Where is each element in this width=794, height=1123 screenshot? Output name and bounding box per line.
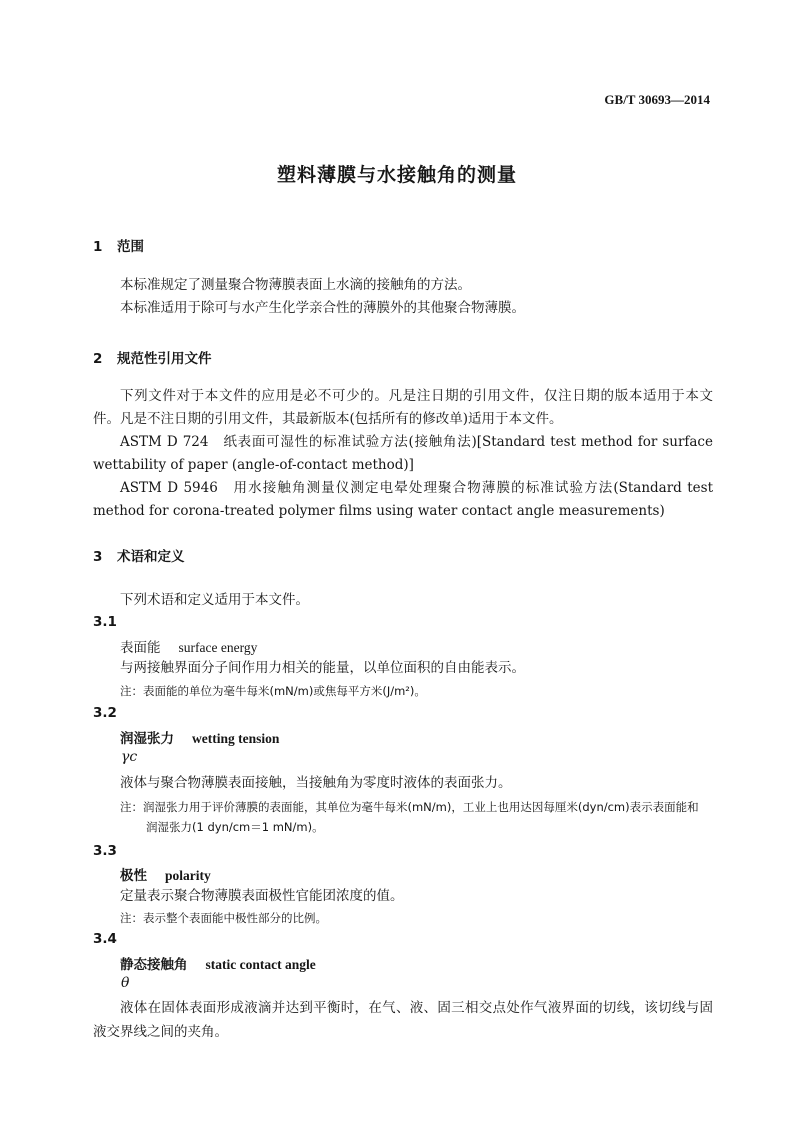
document-title: 塑料薄膜与水接触角的测量 (276, 164, 517, 186)
term-note: 注：表示整个表面能中极性部分的比例。 (120, 911, 327, 925)
term-definition: 液体与聚合物薄膜表面接触，当接触角为零度时液体的表面张力。 (120, 775, 512, 791)
clause-number: 3.2 (93, 705, 117, 721)
section-title: 范围 (117, 239, 144, 255)
term-note: 注：表面能的单位为毫牛每米(mN/m)或焦每平方米(J/m²)。 (120, 684, 426, 698)
clause-number: 3.1 (93, 614, 117, 630)
term-zh: 静态接触角 (120, 957, 188, 973)
term-zh: 表面能 (120, 640, 161, 656)
scope-paragraph-2: 本标准适用于除可与水产生化学亲合性的薄膜外的其他聚合物薄膜。 (120, 300, 525, 316)
term-zh: 极性 (120, 868, 147, 884)
term-en: surface energy (178, 640, 258, 655)
term-note: 注：润湿张力用于评价薄膜的表面能，其单位为毫牛每米(mN/m)，工业上也用达因每厘米(dyn/cm)表示表面能和 (120, 800, 699, 814)
term-en: polarity (165, 868, 211, 883)
clause-number: 3.3 (93, 843, 117, 859)
term-note-continued: 润湿张力(1 dyn/cm＝1 mN/m)。 (146, 820, 324, 834)
section-2-heading (93, 347, 212, 367)
section-number: 2 (93, 351, 103, 367)
terms-intro: 下列术语和定义适用于本文件。 (120, 592, 309, 608)
term-wetting-tension (120, 727, 279, 747)
references-intro: 下列文件对于本文件的应用是必不可少的。凡是注日期的引用文件，仅注日期的版本适用于本文件。凡是不注日期的引用文件，其最新版本(包括所有的修改单)适用于本文件。 (93, 388, 713, 427)
term-definition: 液体在固体表面形成液滴并达到平衡时，在气、液、固三相交点处作气液界面的切线，该切线与固液交界线之间的夹角。 (93, 1000, 713, 1040)
term-polarity (120, 864, 211, 884)
term-symbol: γc (121, 749, 138, 765)
reference-astm-d724: ASTM D 724 纸表面可湿性的标准试验方法(接触角法)[Standard test method for surface wettability of paper (angle-of-contact method)] (93, 434, 713, 473)
scope-paragraph-1: 本标准规定了测量聚合物薄膜表面上水滴的接触角的方法。 (120, 277, 471, 293)
section-number: 1 (93, 239, 103, 255)
section-title: 规范性引用文件 (117, 351, 212, 367)
section-number: 3 (93, 549, 103, 565)
term-symbol: θ (121, 975, 130, 991)
reference-astm-d5946: ASTM D 5946 用水接触角测量仪测定电晕处理聚合物薄膜的标准试验方法(Standard test method for corona-treated polymer films using water contact angle measurements) (93, 480, 713, 519)
clause-number: 3.4 (93, 931, 117, 947)
term-zh: 润湿张力 (120, 731, 174, 747)
section-title: 术语和定义 (117, 549, 185, 565)
standard-number: GB/T 30693—2014 (604, 92, 710, 107)
section-3-heading (93, 545, 185, 565)
section-1-heading (93, 235, 144, 255)
term-en: static contact angle (205, 957, 316, 972)
term-static-contact-angle (120, 953, 316, 973)
term-surface-energy (120, 636, 257, 656)
term-definition: 与两接触界面分子间作用力相关的能量，以单位面积的自由能表示。 (120, 660, 525, 676)
term-definition: 定量表示聚合物薄膜表面极性官能团浓度的值。 (120, 888, 404, 904)
term-en: wetting tension (192, 731, 280, 746)
